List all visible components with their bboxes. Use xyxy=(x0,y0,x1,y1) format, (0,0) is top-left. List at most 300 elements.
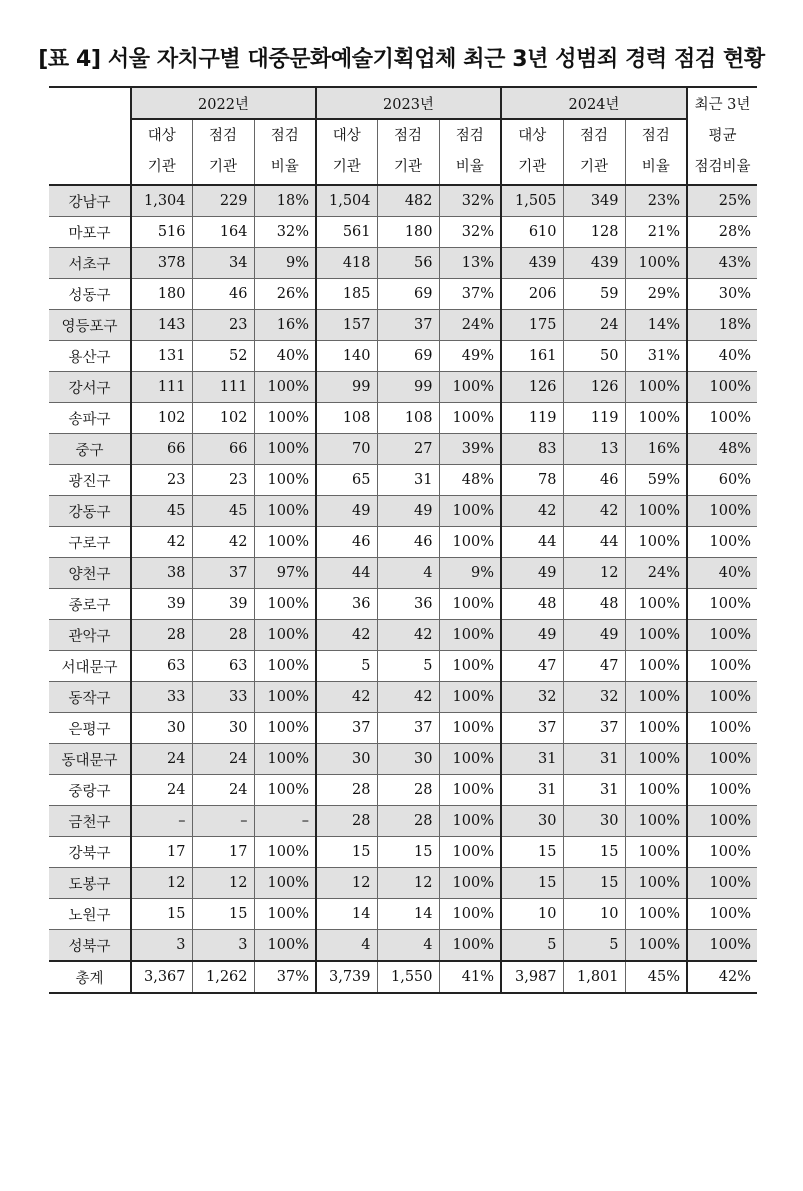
header-sub-label: 점검 xyxy=(208,128,237,144)
cell-value: 100% xyxy=(687,713,757,744)
cell-value: 49 xyxy=(563,620,625,651)
cell-value: 24% xyxy=(625,558,687,589)
header-sub-ratio-1 xyxy=(439,119,501,185)
cell-value: – xyxy=(192,806,254,837)
inspection-table xyxy=(49,86,757,994)
cell-value: 100% xyxy=(439,899,501,930)
table-row xyxy=(49,465,757,496)
cell-value: 482 xyxy=(377,185,439,217)
cell-value: 29% xyxy=(625,279,687,310)
cell-value: 100% xyxy=(439,496,501,527)
cell-value: 42 xyxy=(563,496,625,527)
district-name: 송파구 xyxy=(49,403,131,434)
cell-value: 52 xyxy=(192,341,254,372)
cell-value: 59 xyxy=(563,279,625,310)
cell-value: 100% xyxy=(254,620,316,651)
cell-value: 100% xyxy=(439,713,501,744)
cell-value: 32% xyxy=(439,185,501,217)
cell-value: 100% xyxy=(254,682,316,713)
cell-value: 100% xyxy=(254,744,316,775)
cell-value: 9% xyxy=(254,248,316,279)
cell-value: 31 xyxy=(501,744,563,775)
cell-value: 24 xyxy=(131,775,192,806)
cell-value: 42 xyxy=(131,527,192,558)
cell-value: 15 xyxy=(563,868,625,899)
cell-value: 42 xyxy=(192,527,254,558)
cell-value: 18% xyxy=(254,185,316,217)
cell-value: 100% xyxy=(254,775,316,806)
table-row xyxy=(49,279,757,310)
cell-value: 60% xyxy=(687,465,757,496)
cell-value: 44 xyxy=(316,558,377,589)
cell-value: 100% xyxy=(625,651,687,682)
cell-value: 14 xyxy=(316,899,377,930)
district-name: 강동구 xyxy=(49,496,131,527)
cell-value: 49 xyxy=(501,620,563,651)
cell-value: 102 xyxy=(192,403,254,434)
district-name: 금천구 xyxy=(49,806,131,837)
header-sub-label: 기관 xyxy=(147,159,176,175)
cell-value: 32 xyxy=(563,682,625,713)
cell-value: 63 xyxy=(131,651,192,682)
cell-value: 5 xyxy=(563,930,625,962)
table-row xyxy=(49,248,757,279)
table-header xyxy=(49,87,757,185)
district-name: 강서구 xyxy=(49,372,131,403)
cell-value: 15 xyxy=(501,837,563,868)
header-corner xyxy=(49,87,131,185)
district-name: 동대문구 xyxy=(49,744,131,775)
table-row xyxy=(49,651,757,682)
cell-value: 100% xyxy=(687,651,757,682)
cell-value: 100% xyxy=(625,527,687,558)
cell-value: 108 xyxy=(316,403,377,434)
cell-value: 15 xyxy=(377,837,439,868)
cell-value: 45% xyxy=(625,961,687,993)
cell-value: 4 xyxy=(377,558,439,589)
cell-value: 18% xyxy=(687,310,757,341)
cell-value: 48 xyxy=(563,589,625,620)
cell-value: 418 xyxy=(316,248,377,279)
cell-value: 561 xyxy=(316,217,377,248)
cell-value: 34 xyxy=(192,248,254,279)
cell-value: 100% xyxy=(625,775,687,806)
cell-value: 42 xyxy=(316,620,377,651)
cell-value: 100% xyxy=(254,372,316,403)
header-sub-label: 기관 xyxy=(332,159,361,175)
header-sub-target-1 xyxy=(316,119,377,185)
cell-value: 42 xyxy=(501,496,563,527)
cell-value: 100% xyxy=(625,930,687,962)
cell-value: 46 xyxy=(316,527,377,558)
cell-value: 4 xyxy=(377,930,439,962)
cell-value: 111 xyxy=(131,372,192,403)
cell-value: 15 xyxy=(131,899,192,930)
cell-value: 45 xyxy=(192,496,254,527)
cell-value: 100% xyxy=(625,713,687,744)
cell-value: 516 xyxy=(131,217,192,248)
district-name: 서대문구 xyxy=(49,651,131,682)
cell-value: 161 xyxy=(501,341,563,372)
cell-value: 15 xyxy=(501,868,563,899)
cell-value: 66 xyxy=(192,434,254,465)
cell-value: 100% xyxy=(254,403,316,434)
cell-value: 31% xyxy=(625,341,687,372)
cell-value: 48% xyxy=(439,465,501,496)
cell-value: 40% xyxy=(254,341,316,372)
table-title: [표 4] 서울 자치구별 대중문화예술기획업체 최근 3년 성범죄 경력 점검 현황 xyxy=(38,47,765,72)
district-name: 영등포구 xyxy=(49,310,131,341)
cell-value: 100% xyxy=(254,837,316,868)
table-row xyxy=(49,775,757,806)
table-row xyxy=(49,341,757,372)
cell-value: 99 xyxy=(316,372,377,403)
cell-value: 30 xyxy=(377,744,439,775)
cell-value: – xyxy=(131,806,192,837)
cell-value: 31 xyxy=(563,775,625,806)
cell-value: 37 xyxy=(192,558,254,589)
district-name: 도봉구 xyxy=(49,868,131,899)
district-name: 강남구 xyxy=(49,185,131,217)
cell-value: 100% xyxy=(439,589,501,620)
header-avg-line3: 점검비율 xyxy=(694,159,751,175)
cell-value: 5 xyxy=(501,930,563,962)
cell-value: 100% xyxy=(439,372,501,403)
table-row xyxy=(49,496,757,527)
cell-value: 100% xyxy=(254,465,316,496)
cell-value: 39% xyxy=(439,434,501,465)
cell-value: 28 xyxy=(377,775,439,806)
cell-value: 39 xyxy=(192,589,254,620)
cell-value: 30% xyxy=(687,279,757,310)
header-sub-label: 점검 xyxy=(455,128,484,144)
header-sub-label: 점검 xyxy=(641,128,670,144)
total-row xyxy=(49,961,757,993)
cell-value: 100% xyxy=(254,868,316,899)
cell-value: 100% xyxy=(687,930,757,962)
cell-value: 45 xyxy=(131,496,192,527)
cell-value: 40% xyxy=(687,341,757,372)
header-sub-label: 비율 xyxy=(270,159,299,175)
cell-value: 100% xyxy=(625,837,687,868)
cell-value: 17 xyxy=(192,837,254,868)
cell-value: 100% xyxy=(625,403,687,434)
cell-value: 30 xyxy=(501,806,563,837)
cell-value: 3 xyxy=(192,930,254,962)
cell-value: 3 xyxy=(131,930,192,962)
cell-value: 37% xyxy=(439,279,501,310)
cell-value: 30 xyxy=(563,806,625,837)
header-sub-target-0 xyxy=(131,119,192,185)
header-sub-label: 점검 xyxy=(393,128,422,144)
cell-value: 100% xyxy=(254,899,316,930)
cell-value: 100% xyxy=(625,248,687,279)
cell-value: 43% xyxy=(687,248,757,279)
cell-value: 1,504 xyxy=(316,185,377,217)
cell-value: 13% xyxy=(439,248,501,279)
cell-value: 164 xyxy=(192,217,254,248)
cell-value: 27 xyxy=(377,434,439,465)
cell-value: 12 xyxy=(377,868,439,899)
district-name: 총계 xyxy=(49,961,131,993)
cell-value: 12 xyxy=(131,868,192,899)
cell-value: 47 xyxy=(501,651,563,682)
cell-value: 12 xyxy=(192,868,254,899)
cell-value: 49 xyxy=(501,558,563,589)
cell-value: 229 xyxy=(192,185,254,217)
cell-value: 100% xyxy=(439,837,501,868)
cell-value: 15 xyxy=(192,899,254,930)
header-year-2023: 2023년 xyxy=(316,87,501,119)
cell-value: 100% xyxy=(439,620,501,651)
cell-value: 16% xyxy=(254,310,316,341)
cell-value: 30 xyxy=(192,713,254,744)
cell-value: 28 xyxy=(316,806,377,837)
cell-value: 100% xyxy=(687,744,757,775)
header-sub-label: 대상 xyxy=(147,128,176,144)
table-row xyxy=(49,930,757,962)
cell-value: 100% xyxy=(625,372,687,403)
cell-value: 111 xyxy=(192,372,254,403)
cell-value: 40% xyxy=(687,558,757,589)
cell-value: 49% xyxy=(439,341,501,372)
cell-value: 100% xyxy=(625,744,687,775)
cell-value: 143 xyxy=(131,310,192,341)
district-name: 마포구 xyxy=(49,217,131,248)
table-row xyxy=(49,310,757,341)
cell-value: 10 xyxy=(501,899,563,930)
cell-value: 23 xyxy=(192,310,254,341)
cell-value: 100% xyxy=(254,527,316,558)
district-name: 성북구 xyxy=(49,930,131,962)
header-sub-target-2 xyxy=(501,119,563,185)
cell-value: 69 xyxy=(377,341,439,372)
cell-value: 25% xyxy=(687,185,757,217)
cell-value: 100% xyxy=(625,620,687,651)
cell-value: 32% xyxy=(439,217,501,248)
cell-value: 78 xyxy=(501,465,563,496)
cell-value: 100% xyxy=(254,434,316,465)
cell-value: 31 xyxy=(563,744,625,775)
cell-value: 119 xyxy=(563,403,625,434)
cell-value: 100% xyxy=(439,775,501,806)
cell-value: 28% xyxy=(687,217,757,248)
cell-value: 102 xyxy=(131,403,192,434)
cell-value: 1,505 xyxy=(501,185,563,217)
cell-value: 17 xyxy=(131,837,192,868)
table-row xyxy=(49,899,757,930)
cell-value: 108 xyxy=(377,403,439,434)
cell-value: 37 xyxy=(501,713,563,744)
cell-value: 37% xyxy=(254,961,316,993)
district-name: 종로구 xyxy=(49,589,131,620)
district-name: 광진구 xyxy=(49,465,131,496)
cell-value: 24 xyxy=(563,310,625,341)
cell-value: 31 xyxy=(501,775,563,806)
header-year-2022: 2022년 xyxy=(131,87,316,119)
cell-value: 610 xyxy=(501,217,563,248)
table-body xyxy=(49,185,757,993)
table-row xyxy=(49,620,757,651)
cell-value: 28 xyxy=(316,775,377,806)
header-sub-ratio-2 xyxy=(625,119,687,185)
cell-value: 100% xyxy=(687,403,757,434)
header-sub-checked-0 xyxy=(192,119,254,185)
cell-value: 119 xyxy=(501,403,563,434)
table-row xyxy=(49,589,757,620)
cell-value: 14 xyxy=(377,899,439,930)
cell-value: 33 xyxy=(192,682,254,713)
header-sub-label: 기관 xyxy=(579,159,608,175)
cell-value: 36 xyxy=(377,589,439,620)
cell-value: 32% xyxy=(254,217,316,248)
district-name: 강북구 xyxy=(49,837,131,868)
district-name: 중구 xyxy=(49,434,131,465)
cell-value: 100% xyxy=(439,930,501,962)
cell-value: 24% xyxy=(439,310,501,341)
cell-value: 83 xyxy=(501,434,563,465)
header-sub-ratio-0 xyxy=(254,119,316,185)
cell-value: 3,987 xyxy=(501,961,563,993)
table-row xyxy=(49,868,757,899)
cell-value: 100% xyxy=(439,527,501,558)
cell-value: 49 xyxy=(316,496,377,527)
header-sub-row xyxy=(49,119,757,185)
district-name: 서초구 xyxy=(49,248,131,279)
table-row xyxy=(49,403,757,434)
table-row xyxy=(49,806,757,837)
cell-value: 13 xyxy=(563,434,625,465)
cell-value: 12 xyxy=(563,558,625,589)
cell-value: 38 xyxy=(131,558,192,589)
table-row xyxy=(49,837,757,868)
cell-value: 206 xyxy=(501,279,563,310)
table-row xyxy=(49,434,757,465)
cell-value: 3,367 xyxy=(131,961,192,993)
cell-value: 28 xyxy=(192,620,254,651)
cell-value: 100% xyxy=(687,806,757,837)
cell-value: 42 xyxy=(377,620,439,651)
cell-value: 37 xyxy=(563,713,625,744)
cell-value: 100% xyxy=(439,682,501,713)
cell-value: 69 xyxy=(377,279,439,310)
cell-value: 37 xyxy=(316,713,377,744)
cell-value: 100% xyxy=(254,496,316,527)
header-avg xyxy=(687,87,757,185)
cell-value: 1,262 xyxy=(192,961,254,993)
cell-value: 48% xyxy=(687,434,757,465)
cell-value: 157 xyxy=(316,310,377,341)
cell-value: 100% xyxy=(687,682,757,713)
cell-value: 100% xyxy=(254,713,316,744)
cell-value: 100% xyxy=(254,930,316,962)
header-sub-label: 점검 xyxy=(270,128,299,144)
cell-value: 44 xyxy=(563,527,625,558)
cell-value: 14% xyxy=(625,310,687,341)
district-name: 노원구 xyxy=(49,899,131,930)
cell-value: 32 xyxy=(501,682,563,713)
cell-value: 15 xyxy=(563,837,625,868)
cell-value: 100% xyxy=(254,589,316,620)
cell-value: 1,304 xyxy=(131,185,192,217)
district-name: 성동구 xyxy=(49,279,131,310)
cell-value: 100% xyxy=(687,372,757,403)
cell-value: 175 xyxy=(501,310,563,341)
cell-value: 31 xyxy=(377,465,439,496)
cell-value: 378 xyxy=(131,248,192,279)
cell-value: 24 xyxy=(131,744,192,775)
district-name: 관악구 xyxy=(49,620,131,651)
cell-value: 5 xyxy=(316,651,377,682)
cell-value: 100% xyxy=(625,682,687,713)
cell-value: 23 xyxy=(131,465,192,496)
table-row xyxy=(49,682,757,713)
cell-value: 42 xyxy=(316,682,377,713)
cell-value: – xyxy=(254,806,316,837)
cell-value: 56 xyxy=(377,248,439,279)
cell-value: 28 xyxy=(377,806,439,837)
cell-value: 33 xyxy=(131,682,192,713)
district-name: 양천구 xyxy=(49,558,131,589)
header-sub-label: 대상 xyxy=(332,128,361,144)
table-row xyxy=(49,558,757,589)
cell-value: 100% xyxy=(439,403,501,434)
cell-value: 16% xyxy=(625,434,687,465)
cell-value: 185 xyxy=(316,279,377,310)
cell-value: 10 xyxy=(563,899,625,930)
cell-value: 44 xyxy=(501,527,563,558)
cell-value: 100% xyxy=(625,868,687,899)
cell-value: 26% xyxy=(254,279,316,310)
cell-value: 39 xyxy=(131,589,192,620)
cell-value: 100% xyxy=(439,651,501,682)
cell-value: 70 xyxy=(316,434,377,465)
cell-value: 66 xyxy=(131,434,192,465)
header-sub-label: 대상 xyxy=(518,128,547,144)
header-sub-label: 기관 xyxy=(208,159,237,175)
cell-value: 41% xyxy=(439,961,501,993)
cell-value: 1,550 xyxy=(377,961,439,993)
cell-value: 100% xyxy=(625,496,687,527)
header-sub-checked-1 xyxy=(377,119,439,185)
cell-value: 4 xyxy=(316,930,377,962)
table-row xyxy=(49,185,757,217)
header-avg-line1: 최근 3년 xyxy=(694,97,751,113)
header-sub-label: 기관 xyxy=(518,159,547,175)
cell-value: 36 xyxy=(316,589,377,620)
cell-value: 65 xyxy=(316,465,377,496)
cell-value: 100% xyxy=(625,899,687,930)
cell-value: 28 xyxy=(131,620,192,651)
cell-value: 97% xyxy=(254,558,316,589)
header-sub-label: 비율 xyxy=(455,159,484,175)
cell-value: 30 xyxy=(131,713,192,744)
cell-value: 100% xyxy=(687,837,757,868)
cell-value: 99 xyxy=(377,372,439,403)
table-row xyxy=(49,527,757,558)
cell-value: 349 xyxy=(563,185,625,217)
table-row xyxy=(49,372,757,403)
cell-value: 100% xyxy=(439,868,501,899)
cell-value: 100% xyxy=(687,527,757,558)
cell-value: 140 xyxy=(316,341,377,372)
header-avg-line2: 평균 xyxy=(708,128,737,144)
table-row xyxy=(49,713,757,744)
cell-value: 21% xyxy=(625,217,687,248)
cell-value: 128 xyxy=(563,217,625,248)
cell-value: 23 xyxy=(192,465,254,496)
cell-value: 59% xyxy=(625,465,687,496)
